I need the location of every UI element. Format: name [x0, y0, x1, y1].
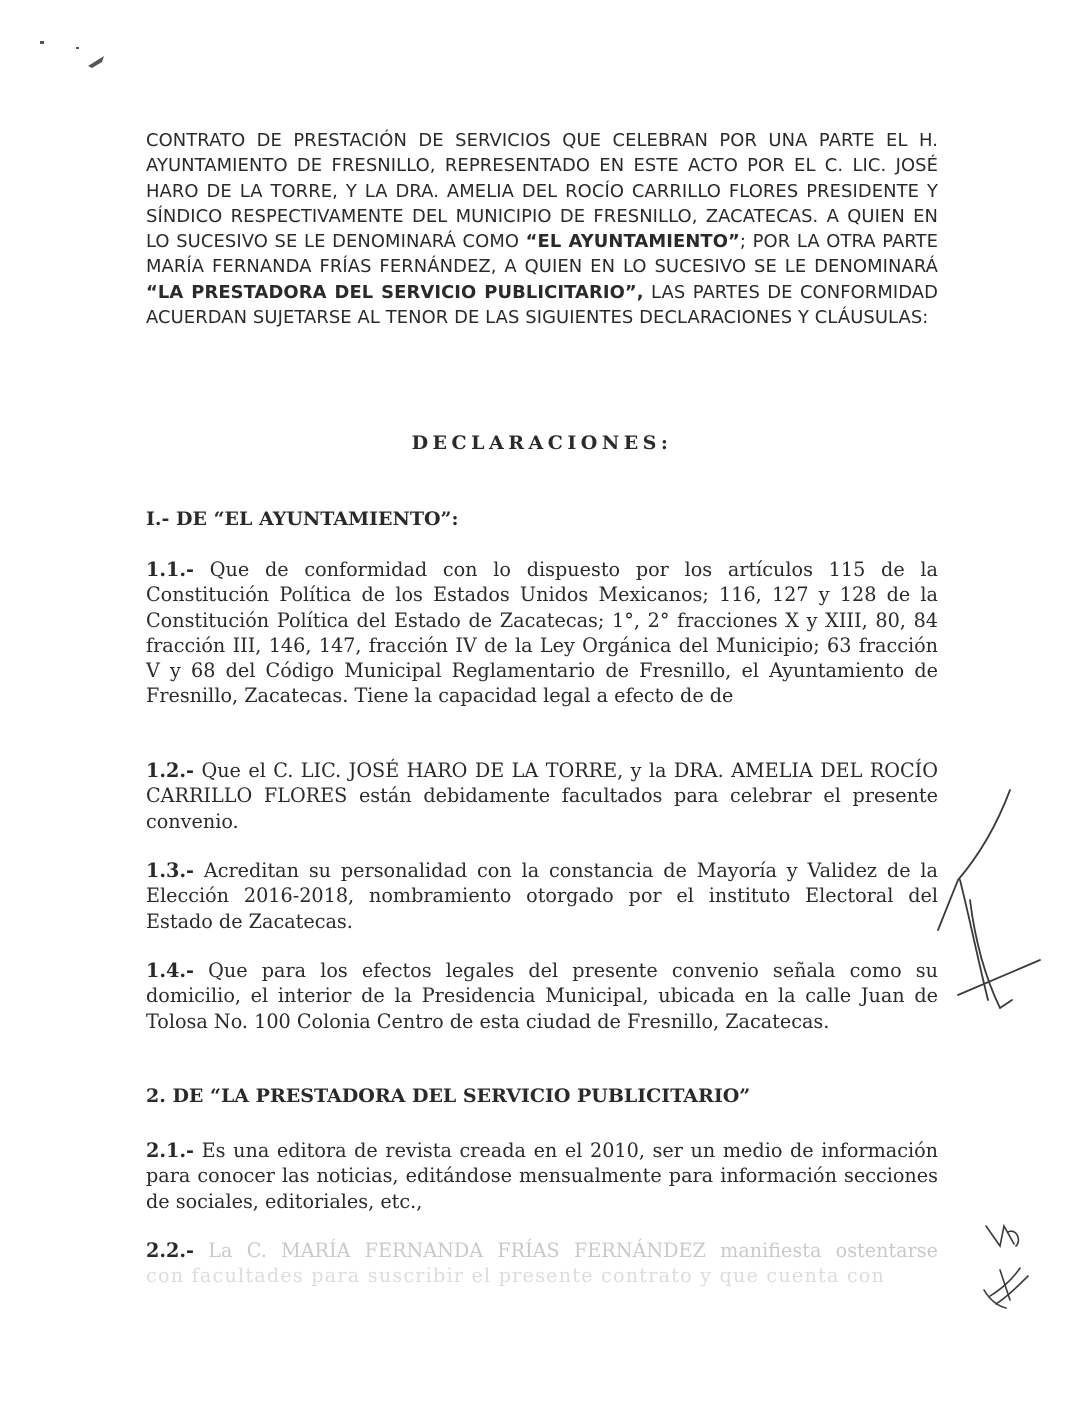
clause-text: Acreditan su personalidad con la constancia de Mayoría y Validez de la Elección 2016-2018, nombramiento otorgado por el instituto Electoral del Estado de Zacatecas. — [146, 859, 938, 933]
clause-text: Que el C. LIC. JOSÉ HARO DE LA TORRE, y la DRA. AMELIA DEL ROCÍO CARRILLO FLORES están debidamente facultados para celebrar el presente convenio. — [146, 759, 938, 833]
scan-specks — [40, 41, 104, 68]
clause-text: Es una editora de revista creada en el 2010, ser un medio de información para conocer las noticias, editándose mensualmente para información secciones de sociales, editoriales, etc., — [146, 1139, 938, 1213]
clause-text-faded: La C. MARÍA FERNANDA FRÍAS FERNÁNDEZ manifiesta ostentarse — [194, 1239, 938, 1262]
clause-number: 1.3.- — [146, 859, 195, 882]
clause-text: Que de conformidad con lo dispuesto por los artículos 115 de la Constitución Política de los Estados Unidos Mexicanos; 116, 127 y 128 de la Constitución Política del Estado de Zacatecas; 1°, 2° fracciones X y XIII, 80, 84 fracción III, 146, 147, fracción IV de la Ley Orgánica del Municipio; 63 fracción V y 68 del Código Municipal Reglamentario de Fresnillo, el Ayuntamiento de Fresnillo, Zacatecas. Tiene la capacidad legal a efecto de de — [146, 558, 938, 708]
clause-number: 1.4.- — [146, 959, 195, 982]
section-1-heading: I.- DE “EL AYUNTAMIENTO”: — [146, 508, 459, 530]
intro-text-2: ; POR LA OTRA PARTE MARÍA FERNANDA FRÍAS FERNÁNDEZ, A QUIEN EN LO SUCESIVO SE LE DENOMINARÁ — [146, 231, 938, 278]
intro-bold-ayuntamiento: “EL AYUNTAMIENTO” — [525, 231, 740, 253]
clause-number: 1.1.- — [146, 558, 195, 581]
clause-text: Que para los efectos legales del presente convenio señala como su domicilio, el interior de la Presidencia Municipal, ubicada en la calle Juan de Tolosa No. 100 Colonia Centro de esta ciudad de Fresnillo, Zacatecas. — [146, 959, 938, 1033]
clause-number: 2.1.- — [146, 1139, 195, 1162]
initials-mark — [984, 1226, 1028, 1308]
intro-bold-prestadora: “LA PRESTADORA DEL SERVICIO PUBLICITARIO”, — [146, 281, 644, 303]
declaraciones-title: DECLARACIONES: — [411, 432, 673, 454]
clause-number: 2.2.- — [146, 1239, 195, 1262]
margin-signature — [938, 790, 1040, 1008]
intro-text-3: LAS PARTES DE CONFORMIDAD ACUERDAN SUJETARSE AL TENOR DE LAS SIGUIENTES DECLARACIONES Y CLÁUSULAS: — [146, 281, 939, 329]
section-2-heading: 2. DE “LA PRESTADORA DEL SERVICIO PUBLICITARIO” — [146, 1085, 751, 1107]
clause-number: 1.2.- — [146, 759, 195, 782]
intro-text-1: CONTRATO DE PRESTACIÓN DE SERVICIOS QUE CELEBRAN POR UNA PARTE EL H. AYUNTAMIENTO DE FRESNILLO, REPRESENTADO EN ESTE ACTO POR EL C. LIC. JOSÉ HARO DE LA TORRE, Y LA DRA. AMELIA DEL ROCÍO CARRILLO FLORES PRESIDENTE Y SÍNDICO RESPECTIVAMENTE DEL MUNICIPIO DE FRESNILLO, ZACATECAS. A QUIEN EN LO SUCESIVO SE LE DENOMINARÁ COMO — [146, 130, 938, 253]
clause-text-faded-line: con facultades para suscribir el presente contrato y que cuenta con — [146, 1264, 886, 1288]
